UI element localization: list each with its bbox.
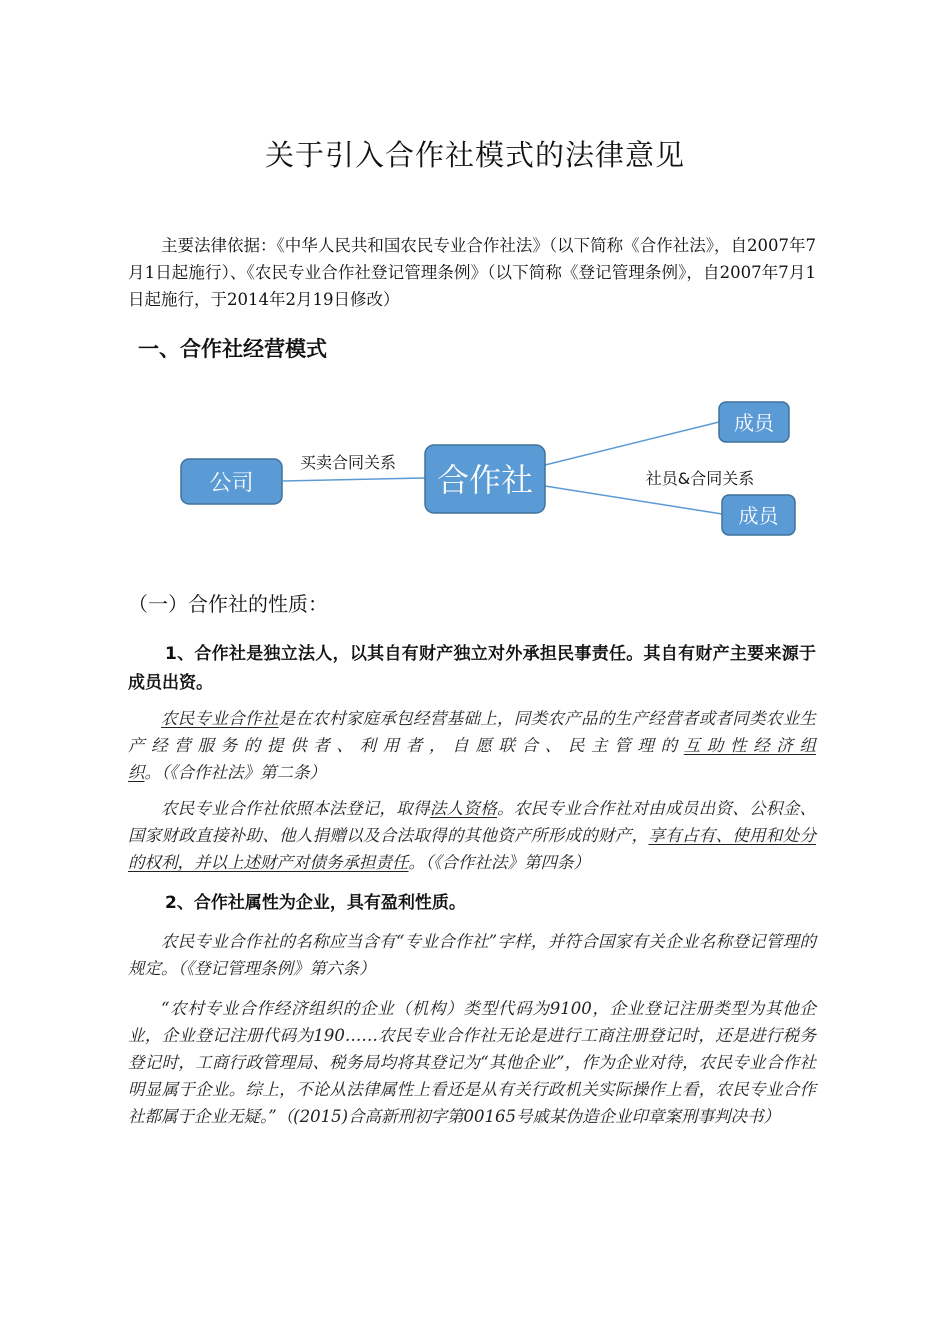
point-1-independent-legal-person: 1、合作社是独立法人，以其自有财产独立对外承担民事责任。其自有财产主要来源于成员出资。 (128, 644, 816, 693)
underline-term-legal-person: 法人资格 (429, 799, 498, 818)
underline-term-coop: 农民专业合作社 (161, 709, 279, 728)
quote-citation: 。（《合作社法》第四条） (408, 853, 590, 872)
quote-text: 是在农村家庭承包经营基础上，同类农产品的生产经营者或者同类农业生产经营服务的提供者、利用者，自愿联合、民主管理的 (128, 709, 817, 755)
connector-coop-member-top (545, 422, 719, 465)
quote-citation: 。（《合作社法》第二条） (144, 763, 326, 782)
quote-court-judgment: “农村专业合作经济组织的企业（机构）类型代码为9100，企业登记注册类型为其他企业，企业登记注册代码为190……农民专业合作社无论是进行工商注册登记时，还是进行税务登记时，工商行政管理局、税务局均将其登记为“其他企业”，作为企业对待，农民专业合作社明显属于企业。综上，不论从法律属性上看还是从有关行政机关实际操作上看，农民专业合作社都属于企业无疑。”（(2015)合高新刑初字第00165号戚某伪造企业印章案刑事判决书） (128, 999, 816, 1126)
cooperative-model-diagram (0, 380, 950, 550)
legal-basis-paragraph: 主要法律依据：《中华人民共和国农民专业合作社法》（以下简称《合作社法》，自2007年7月1日起施行）、《农民专业合作社登记管理条例》（以下简称《登记管理条例》，自2007年7月1日起施行，于2014年2月19日修改） (128, 236, 816, 309)
quote-registration-article-6: 农民专业合作社的名称应当含有“专业合作社”字样，并符合国家有关企业名称登记管理的规定。（《登记管理条例》第六条） (128, 932, 816, 978)
member-contract-label: 社员&合同关系 (645, 469, 755, 488)
connector-company-coop (283, 478, 425, 481)
company-label: 公司 (209, 471, 254, 496)
sale-contract-label: 买卖合同关系 (299, 453, 397, 472)
section-heading-business-model: 一、合作社经营模式 (138, 337, 327, 361)
quote-text: 。农民专业合作社对由成员出资、公积金、国家财政直接补助、他人捐赠以及合法取得的其他资产所形成的财产， (128, 799, 817, 845)
document-title: 关于引入合作社模式的法律意见 (264, 138, 685, 172)
quote-text: 农民专业合作社依照本法登记，取得 (161, 799, 430, 818)
connector-coop-member-bottom (545, 486, 722, 514)
point-2-enterprise-nature: 2、合作社属性为企业，具有盈利性质。 (165, 893, 466, 913)
subsection-heading-nature: （一）合作社的性质： (128, 592, 328, 616)
quote-article-4 (128, 795, 816, 876)
quote-article-2 (128, 705, 816, 786)
member-label-bottom: 成员 (738, 504, 779, 528)
member-label-top: 成员 (734, 411, 774, 435)
underline-term-property-rights: 享有占有、使用和处分的权利，并以上述财产对债务承担责任 (128, 826, 817, 872)
cooperative-label: 合作社 (436, 461, 534, 499)
underline-term-mutual-org: 互助性经济组织 (128, 736, 817, 782)
